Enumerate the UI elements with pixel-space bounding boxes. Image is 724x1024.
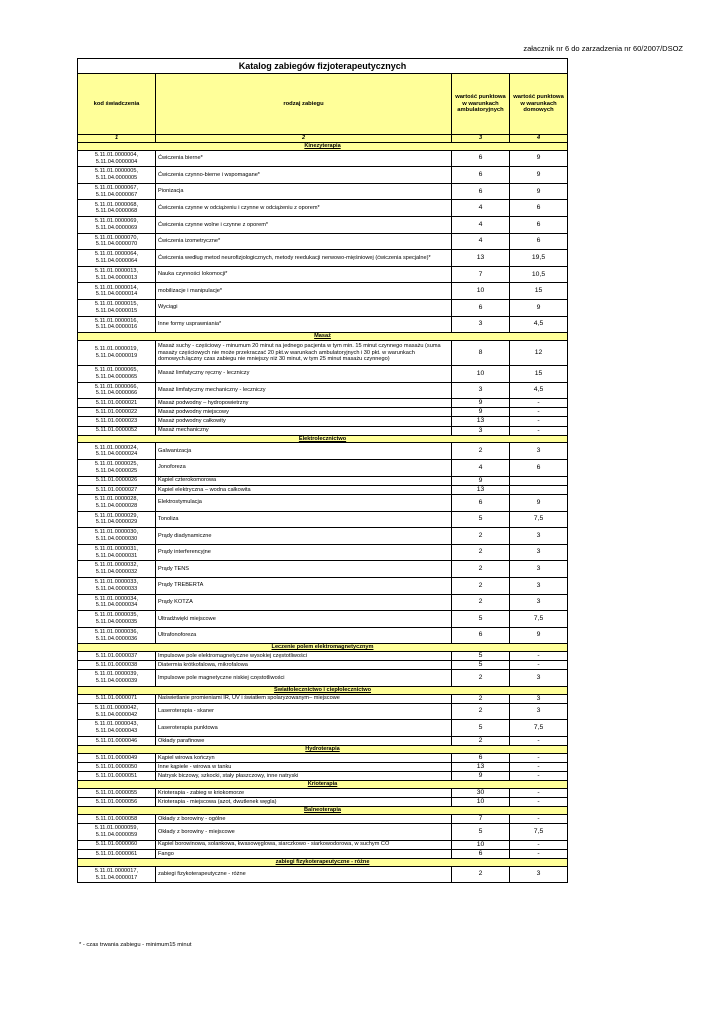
procedure-name: Ćwiczenia czynno-bierne i wspomagane*	[156, 167, 452, 184]
procedure-name: Masaż podwodny całkowity	[156, 417, 452, 426]
table-row	[78, 627, 568, 644]
table-row	[78, 528, 568, 545]
procedure-code: 5.11.01.0000016, 5.11.04.0000016	[78, 316, 156, 333]
procedure-name: Ćwiczenia bierne*	[156, 150, 452, 167]
procedure-code: 5.11.01.0000019, 5.11.04.0000019	[78, 340, 156, 365]
table-row	[78, 485, 568, 494]
procedure-code: 5.11.01.0000031, 5.11.04.0000031	[78, 544, 156, 561]
home-points: 7,5	[510, 720, 568, 737]
table-row	[78, 476, 568, 485]
home-points: 3	[510, 443, 568, 460]
procedure-code: 5.11.01.0000004, 5.11.04.0000004	[78, 150, 156, 167]
table-row	[78, 183, 568, 200]
home-points: 3	[510, 577, 568, 594]
column-number: 3	[452, 135, 510, 143]
table-row	[78, 217, 568, 234]
procedure-code: 5.11.01.0000039, 5.11.04.0000039	[78, 670, 156, 687]
procedure-name: Jonoforeza	[156, 460, 452, 477]
section-title: Leczenie polem elektromagnetycznym	[78, 644, 568, 652]
home-points: 6	[510, 460, 568, 477]
ambulatory-points: 5	[452, 824, 510, 841]
section-title: zabiegi fizykoterapeutyczne - różne	[78, 859, 568, 867]
procedure-name: Pionizacja	[156, 183, 452, 200]
column-number: 2	[156, 135, 452, 143]
ambulatory-points: 5	[452, 720, 510, 737]
procedure-name: mobilizacje i manipulacje*	[156, 283, 452, 300]
procedure-code: 5.11.01.0000069, 5.11.04.0000069	[78, 217, 156, 234]
ambulatory-points: 2	[452, 443, 510, 460]
ambulatory-points: 2	[452, 561, 510, 578]
home-points: 3	[510, 544, 568, 561]
section-header	[78, 686, 568, 694]
home-points	[510, 476, 568, 485]
table-row	[78, 788, 568, 797]
procedure-code: 5.11.01.0000027	[78, 485, 156, 494]
home-points: 7,5	[510, 611, 568, 628]
table-row	[78, 167, 568, 184]
procedure-code: 5.11.01.0000056	[78, 798, 156, 807]
section-title: Elektrolecznictwo	[78, 435, 568, 443]
procedure-name: Tonoliza	[156, 511, 452, 528]
procedure-name: Kąpiel borowinowa, solankowa, kwasowęglowa, siarczkowo - siarkowodorowa, w suchym CO	[156, 840, 452, 849]
home-points: 9	[510, 300, 568, 317]
procedure-name: Prądy diadynamiczne	[156, 528, 452, 545]
procedure-code: 5.11.01.0000038	[78, 661, 156, 670]
home-points: 7,5	[510, 511, 568, 528]
ambulatory-points: 2	[452, 703, 510, 720]
procedure-code: 5.11.01.0000034, 5.11.04.0000034	[78, 594, 156, 611]
procedure-code: 5.11.01.0000030, 5.11.04.0000030	[78, 528, 156, 545]
home-points: -	[510, 753, 568, 762]
procedure-code: 5.11.01.0000052	[78, 426, 156, 435]
table-row	[78, 460, 568, 477]
ambulatory-points: 30	[452, 788, 510, 797]
home-points: -	[510, 762, 568, 771]
procedure-name: Masaż suchy - częściowy - minumum 20 minut na jednego pacjenta w tym min. 15 minut czynnego masażu (suma masaży częściowych nie może przekraczać 20 pkt.w warunkach ambulatoryjnych i 30 pkt. w warunkach domowych.łączny czas zabiegu nie mniejszy niż 30 minut, w tym 25 minut masażu czynnego)	[156, 340, 452, 365]
procedure-name: Prądy TENS	[156, 561, 452, 578]
table-row	[78, 340, 568, 365]
procedure-code: 5.11.01.0000071	[78, 694, 156, 703]
home-points: -	[510, 661, 568, 670]
ambulatory-points: 8	[452, 340, 510, 365]
ambulatory-points: 5	[452, 511, 510, 528]
procedure-code: 5.11.01.0000013, 5.11.04.0000013	[78, 266, 156, 283]
ambulatory-points: 6	[452, 167, 510, 184]
table-row	[78, 694, 568, 703]
home-points: 15	[510, 283, 568, 300]
home-points: 3	[510, 561, 568, 578]
home-points: 3	[510, 866, 568, 883]
section-title: Hydroterapia	[78, 746, 568, 754]
table-row	[78, 250, 568, 267]
table-row	[78, 266, 568, 283]
procedure-name: Okłady z borowiny - miejscowe	[156, 824, 452, 841]
procedure-code: 5.11.01.0000043, 5.11.04.0000043	[78, 720, 156, 737]
home-points: -	[510, 788, 568, 797]
procedure-catalog-table	[77, 58, 568, 883]
ambulatory-points: 2	[452, 866, 510, 883]
procedure-code: 5.11.01.0000042, 5.11.04.0000042	[78, 703, 156, 720]
home-points: 3	[510, 670, 568, 687]
procedure-code: 5.11.01.0000015, 5.11.04.0000015	[78, 300, 156, 317]
procedure-name: Laseroterapia punktowa	[156, 720, 452, 737]
home-points: -	[510, 399, 568, 408]
column-header-home: wartość punktowa w warunkach domowych	[510, 74, 568, 135]
procedure-name: Masaż mechaniczny	[156, 426, 452, 435]
procedure-name: Krioterapia - zabieg w kriokomorze	[156, 788, 452, 797]
home-points: 3	[510, 694, 568, 703]
procedure-code: 5.11.01.0000064, 5.11.04.0000064	[78, 250, 156, 267]
table-row	[78, 417, 568, 426]
ambulatory-points: 2	[452, 544, 510, 561]
home-points: -	[510, 408, 568, 417]
procedure-name: Prądy KOTZA	[156, 594, 452, 611]
home-points: -	[510, 736, 568, 745]
ambulatory-points: 4	[452, 217, 510, 234]
ambulatory-points: 4	[452, 200, 510, 217]
home-points: 7,5	[510, 824, 568, 841]
section-header	[78, 435, 568, 443]
procedure-name: Natrysk biczowy, szkocki, stały płaszczowy, inne natryski	[156, 772, 452, 781]
home-points: 3	[510, 703, 568, 720]
home-points: 9	[510, 627, 568, 644]
home-points: 6	[510, 200, 568, 217]
ambulatory-points: 9	[452, 399, 510, 408]
section-title: Światłolecznictwo i ciepłolecznictwo	[78, 686, 568, 694]
table-row	[78, 300, 568, 317]
procedure-name: Okłady z borowiny - ogólne	[156, 815, 452, 824]
procedure-code: 5.11.01.0000070, 5.11.04.0000070	[78, 233, 156, 250]
procedure-code: 5.11.01.0000055	[78, 788, 156, 797]
procedure-code: 5.11.01.0000067, 5.11.04.0000067	[78, 183, 156, 200]
procedure-code: 5.11.01.0000024, 5.11.04.0000024	[78, 443, 156, 460]
section-title: Masaż	[78, 333, 568, 341]
procedure-name: Ćwiczenia izometryczne*	[156, 233, 452, 250]
ambulatory-points: 2	[452, 670, 510, 687]
section-header	[78, 644, 568, 652]
table-row	[78, 316, 568, 333]
procedure-name: Nauka czynności lokomocji*	[156, 266, 452, 283]
ambulatory-points: 6	[452, 494, 510, 511]
table-row	[78, 233, 568, 250]
table-row	[78, 594, 568, 611]
table-row	[78, 511, 568, 528]
section-header	[78, 859, 568, 867]
procedure-code: 5.11.01.0000060	[78, 840, 156, 849]
home-points: -	[510, 849, 568, 858]
table-row	[78, 382, 568, 399]
ambulatory-points: 6	[452, 849, 510, 858]
ambulatory-points: 7	[452, 266, 510, 283]
procedure-name: Kąpiel czterokomorowa	[156, 476, 452, 485]
home-points	[510, 485, 568, 494]
attachment-note: załacznik nr 6 do zarzadzenia nr 60/2007/DSOZ	[523, 44, 683, 53]
procedure-name: Prądy interferencyjne	[156, 544, 452, 561]
procedure-code: 5.11.01.0000026	[78, 476, 156, 485]
ambulatory-points: 10	[452, 283, 510, 300]
procedure-name: Kąpiel elektryczna – wodna całkowita	[156, 485, 452, 494]
table-row	[78, 703, 568, 720]
ambulatory-points: 13	[452, 250, 510, 267]
column-header-ambulatory: wartość punktowa w warunkach ambulatoryjnych	[452, 74, 510, 135]
procedure-name: Galwanizacja	[156, 443, 452, 460]
procedure-code: 5.11.01.0000025, 5.11.04.0000025	[78, 460, 156, 477]
table-row	[78, 840, 568, 849]
ambulatory-points: 5	[452, 652, 510, 661]
procedure-name: Ultrafonoforeza	[156, 627, 452, 644]
procedure-name: Impulsowe pole elektromagnetyczne wysokiej częstotliwości	[156, 652, 452, 661]
home-points: 6	[510, 217, 568, 234]
ambulatory-points: 3	[452, 426, 510, 435]
ambulatory-points: 9	[452, 772, 510, 781]
home-points: 15	[510, 365, 568, 382]
home-points: 4,5	[510, 382, 568, 399]
home-points: 10,5	[510, 266, 568, 283]
section-header	[78, 781, 568, 789]
procedure-name: Masaż podwodny – hydropowietrzny	[156, 399, 452, 408]
section-title: Krioterapia	[78, 781, 568, 789]
procedure-code: 5.11.01.0000033, 5.11.04.0000033	[78, 577, 156, 594]
procedure-name: Krioterapia - miejscowa (azot, dwutlenek węgla)	[156, 798, 452, 807]
home-points: 9	[510, 183, 568, 200]
ambulatory-points: 2	[452, 528, 510, 545]
ambulatory-points: 10	[452, 840, 510, 849]
home-points: 9	[510, 150, 568, 167]
ambulatory-points: 5	[452, 661, 510, 670]
procedure-code: 5.11.01.0000022	[78, 408, 156, 417]
table-row	[78, 611, 568, 628]
ambulatory-points: 4	[452, 460, 510, 477]
procedure-name: Masaż podwodny miejscowy	[156, 408, 452, 417]
home-points: 9	[510, 494, 568, 511]
ambulatory-points: 2	[452, 594, 510, 611]
home-points: 9	[510, 167, 568, 184]
table-row	[78, 494, 568, 511]
procedure-code: 5.11.01.0000068, 5.11.04.0000068	[78, 200, 156, 217]
table-row	[78, 399, 568, 408]
procedure-code: 5.11.01.0000028, 5.11.04.0000028	[78, 494, 156, 511]
table-row	[78, 577, 568, 594]
ambulatory-points: 13	[452, 762, 510, 771]
procedure-code: 5.11.01.0000051	[78, 772, 156, 781]
home-points: -	[510, 840, 568, 849]
procedure-name: Impulsowe pole magnetyczne niskiej częstotliwości	[156, 670, 452, 687]
column-header-name: rodzaj zabiegu	[156, 74, 452, 135]
procedure-name: Okłady parafinowe	[156, 736, 452, 745]
procedure-code: 5.11.01.0000050	[78, 762, 156, 771]
table-row	[78, 544, 568, 561]
home-points: -	[510, 652, 568, 661]
procedure-code: 5.11.01.0000023	[78, 417, 156, 426]
procedure-code: 5.11.01.0000035, 5.11.04.0000035	[78, 611, 156, 628]
footnote: * - czas trwania zabiegu - minimum15 minut	[79, 942, 192, 948]
procedure-code: 5.11.01.0000014, 5.11.04.0000014	[78, 283, 156, 300]
procedure-name: Fango	[156, 849, 452, 858]
procedure-name: Diatermia krótkofalowa, mikrofalowa	[156, 661, 452, 670]
procedure-code: 5.11.01.0000036, 5.11.04.0000036	[78, 627, 156, 644]
column-number: 1	[78, 135, 156, 143]
home-points: -	[510, 815, 568, 824]
procedure-code: 5.11.01.0000037	[78, 652, 156, 661]
procedure-name: Inne formy usprawniania*	[156, 316, 452, 333]
column-number: 4	[510, 135, 568, 143]
procedure-code: 5.11.01.0000005, 5.11.04.0000005	[78, 167, 156, 184]
section-title: Kinezyterapia	[78, 143, 568, 151]
ambulatory-points: 3	[452, 382, 510, 399]
procedure-name: Ćwiczenia czynne w odciążeniu i czynne w odciążeniu z oporem*	[156, 200, 452, 217]
ambulatory-points: 13	[452, 485, 510, 494]
procedure-code: 5.11.01.0000029, 5.11.04.0000029	[78, 511, 156, 528]
home-points: -	[510, 426, 568, 435]
ambulatory-points: 2	[452, 694, 510, 703]
table-row	[78, 824, 568, 841]
procedure-code: 5.11.01.0000059, 5.11.04.0000059	[78, 824, 156, 841]
table-row	[78, 849, 568, 858]
procedure-code: 5.11.01.0000032, 5.11.04.0000032	[78, 561, 156, 578]
procedure-name: Ćwiczenia czynne wolne i czynne z oporem*	[156, 217, 452, 234]
section-title: Balneoterapia	[78, 807, 568, 815]
procedure-name: Laseroterapia - skaner	[156, 703, 452, 720]
table-row	[78, 670, 568, 687]
ambulatory-points: 10	[452, 798, 510, 807]
procedure-code: 5.11.01.0000058	[78, 815, 156, 824]
home-points: 4,5	[510, 316, 568, 333]
procedure-name: zabiegi fizykoterapeutyczne - różne	[156, 866, 452, 883]
table-row	[78, 443, 568, 460]
ambulatory-points: 3	[452, 316, 510, 333]
procedure-code: 5.11.01.0000065, 5.11.04.0000065	[78, 365, 156, 382]
procedure-name: Prądy TREBERTA	[156, 577, 452, 594]
home-points: -	[510, 417, 568, 426]
table-row	[78, 150, 568, 167]
ambulatory-points: 2	[452, 577, 510, 594]
table-row	[78, 866, 568, 883]
table-row	[78, 762, 568, 771]
table-row	[78, 200, 568, 217]
section-header	[78, 333, 568, 341]
procedure-code: 5.11.01.0000066, 5.11.04.0000066	[78, 382, 156, 399]
table-row	[78, 283, 568, 300]
procedure-name: Ultradźwięki miejscowe	[156, 611, 452, 628]
procedure-code: 5.11.01.0000021	[78, 399, 156, 408]
table-row	[78, 661, 568, 670]
home-points: 3	[510, 594, 568, 611]
procedure-name: Kąpiel wirowa kończyn	[156, 753, 452, 762]
ambulatory-points: 9	[452, 408, 510, 417]
section-header	[78, 143, 568, 151]
home-points: -	[510, 798, 568, 807]
home-points: -	[510, 772, 568, 781]
home-points: 19,5	[510, 250, 568, 267]
table-row	[78, 408, 568, 417]
procedure-code: 5.11.01.0000017, 5.11.04.0000017	[78, 866, 156, 883]
table-row	[78, 561, 568, 578]
procedure-name: Masaż limfatyczny mechaniczny - leczniczy	[156, 382, 452, 399]
table-row	[78, 426, 568, 435]
ambulatory-points: 5	[452, 611, 510, 628]
ambulatory-points: 10	[452, 365, 510, 382]
table-row	[78, 815, 568, 824]
home-points: 12	[510, 340, 568, 365]
ambulatory-points: 6	[452, 150, 510, 167]
table-row	[78, 736, 568, 745]
table-row	[78, 652, 568, 661]
procedure-code: 5.11.01.0000049	[78, 753, 156, 762]
ambulatory-points: 2	[452, 736, 510, 745]
ambulatory-points: 7	[452, 815, 510, 824]
ambulatory-points: 4	[452, 233, 510, 250]
ambulatory-points: 6	[452, 300, 510, 317]
section-header	[78, 807, 568, 815]
table-row	[78, 365, 568, 382]
ambulatory-points: 6	[452, 753, 510, 762]
ambulatory-points: 6	[452, 183, 510, 200]
ambulatory-points: 6	[452, 627, 510, 644]
ambulatory-points: 9	[452, 476, 510, 485]
table-row	[78, 720, 568, 737]
procedure-code: 5.11.01.0000061	[78, 849, 156, 858]
table-row	[78, 753, 568, 762]
procedure-name: Ćwiczenia według metod neurofizjologicznych, metody reedukacji nerwowo-mięśniowej (ćwiczenia specjalne)*	[156, 250, 452, 267]
procedure-name: Inne kąpiele - wirowa w tanku	[156, 762, 452, 771]
column-header-code: kod świadczenia	[78, 74, 156, 135]
home-points: 3	[510, 528, 568, 545]
procedure-name: Masaż limfatyczny ręczny - leczniczy	[156, 365, 452, 382]
procedure-code: 5.11.01.0000046	[78, 736, 156, 745]
table-row	[78, 798, 568, 807]
ambulatory-points: 13	[452, 417, 510, 426]
procedure-name: Wyciągi	[156, 300, 452, 317]
procedure-name: Naświetlanie promieniami IR, UV i światłem spolaryzowanym– miejscowe	[156, 694, 452, 703]
section-header	[78, 746, 568, 754]
table-title: Katalog zabiegów fizjoterapeutycznych	[78, 59, 568, 74]
procedure-name: Elektrostymulacja	[156, 494, 452, 511]
table-row	[78, 772, 568, 781]
home-points: 6	[510, 233, 568, 250]
